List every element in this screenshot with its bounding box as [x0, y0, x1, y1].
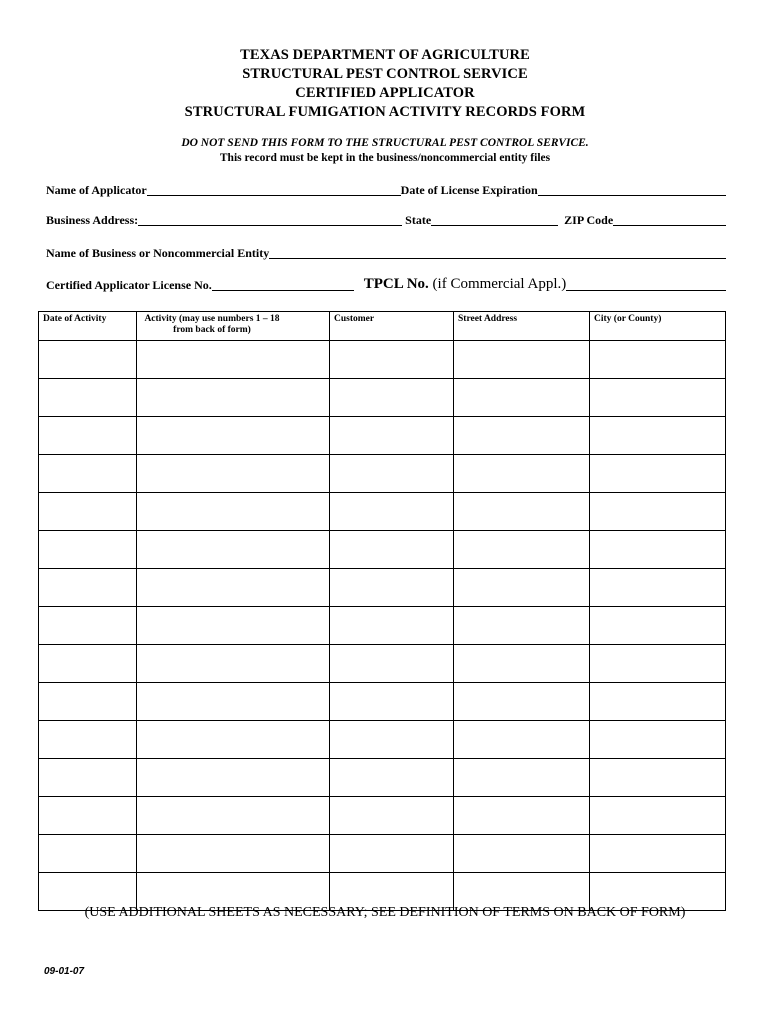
col-street-address: Street Address	[454, 312, 590, 341]
activity-cell[interactable]	[137, 417, 330, 455]
state-field[interactable]	[431, 225, 558, 226]
street-address-cell[interactable]	[454, 835, 590, 873]
date-cell[interactable]	[39, 493, 137, 531]
street-address-cell[interactable]	[454, 531, 590, 569]
license-expiration-field[interactable]	[538, 195, 726, 196]
table-row	[39, 683, 726, 721]
business-address-label: Business Address:	[46, 213, 139, 227]
activity-cell[interactable]	[137, 607, 330, 645]
street-address-cell[interactable]	[454, 341, 590, 379]
business-name-field[interactable]	[269, 258, 726, 259]
form-title: STRUCTURAL FUMIGATION ACTIVITY RECORDS FORM	[184, 104, 586, 120]
activity-cell[interactable]	[137, 493, 330, 531]
date-cell[interactable]	[39, 721, 137, 759]
table-row	[39, 531, 726, 569]
customer-cell[interactable]	[330, 417, 454, 455]
city-cell[interactable]	[590, 455, 726, 493]
date-cell[interactable]	[39, 569, 137, 607]
city-cell[interactable]	[590, 379, 726, 417]
date-cell[interactable]	[39, 645, 137, 683]
business-address-field[interactable]	[138, 225, 402, 226]
activity-cell[interactable]	[137, 341, 330, 379]
activity-cell[interactable]	[137, 455, 330, 493]
street-address-cell[interactable]	[454, 417, 590, 455]
form-header	[0, 46, 770, 122]
customer-cell[interactable]	[330, 569, 454, 607]
table-row	[39, 835, 726, 873]
street-address-cell[interactable]	[454, 379, 590, 417]
customer-cell[interactable]	[330, 379, 454, 417]
date-cell[interactable]	[39, 607, 137, 645]
customer-cell[interactable]	[330, 493, 454, 531]
records-body	[39, 341, 726, 911]
table-row	[39, 417, 726, 455]
city-cell[interactable]	[590, 417, 726, 455]
table-row	[39, 721, 726, 759]
street-address-cell[interactable]	[454, 797, 590, 835]
customer-cell[interactable]	[330, 607, 454, 645]
table-header-row	[39, 312, 726, 341]
additional-sheets-note: (USE ADDITIONAL SHEETS AS NECESSARY; SEE DEFINITION OF TERMS ON BACK OF FORM)	[84, 905, 686, 920]
applicator-row	[46, 183, 726, 198]
street-address-cell[interactable]	[454, 683, 590, 721]
table-row	[39, 379, 726, 417]
business-row	[46, 246, 726, 261]
activity-cell[interactable]	[137, 531, 330, 569]
city-cell[interactable]	[590, 721, 726, 759]
street-address-cell[interactable]	[454, 759, 590, 797]
customer-cell[interactable]	[330, 645, 454, 683]
col-city-county: City (or County)	[590, 312, 726, 341]
service-title: STRUCTURAL PEST CONTROL SERVICE	[242, 66, 528, 82]
customer-cell[interactable]	[330, 797, 454, 835]
city-cell[interactable]	[590, 607, 726, 645]
street-address-cell[interactable]	[454, 493, 590, 531]
street-address-cell[interactable]	[454, 721, 590, 759]
date-cell[interactable]	[39, 759, 137, 797]
street-address-cell[interactable]	[454, 607, 590, 645]
table-row	[39, 569, 726, 607]
date-cell[interactable]	[39, 455, 137, 493]
city-cell[interactable]	[590, 683, 726, 721]
date-cell[interactable]	[39, 797, 137, 835]
date-cell[interactable]	[39, 417, 137, 455]
address-row	[46, 213, 726, 228]
table-row	[39, 493, 726, 531]
table-row	[39, 797, 726, 835]
tpcl-no-field[interactable]	[566, 290, 726, 291]
notice-block	[0, 136, 770, 166]
col-activity: Activity (may use numbers 1 – 18 from back of form)	[137, 312, 330, 341]
agency-title: TEXAS DEPARTMENT OF AGRICULTURE	[240, 47, 530, 63]
city-cell[interactable]	[590, 569, 726, 607]
activity-records-table	[38, 311, 726, 911]
applicator-name-field[interactable]	[147, 195, 401, 196]
table-row	[39, 645, 726, 683]
tpcl-label: TPCL No.	[363, 276, 429, 292]
customer-cell[interactable]	[330, 835, 454, 873]
zip-field[interactable]	[613, 225, 726, 226]
street-address-cell[interactable]	[454, 455, 590, 493]
activity-cell[interactable]	[137, 721, 330, 759]
city-cell[interactable]	[590, 341, 726, 379]
table-row	[39, 455, 726, 493]
date-cell[interactable]	[39, 835, 137, 873]
state-label: State	[405, 213, 432, 227]
license-row	[46, 276, 726, 293]
street-address-cell[interactable]	[454, 645, 590, 683]
tpcl-note: (if Commercial Appl.)	[432, 276, 567, 292]
applicator-name-label: Name of Applicator	[46, 183, 147, 197]
table-row	[39, 607, 726, 645]
date-cell[interactable]	[39, 683, 137, 721]
retention-note: This record must be kept in the business/noncommercial entity files	[219, 152, 551, 164]
zip-label: ZIP Code	[564, 213, 614, 227]
form-revision-code: 09-01-07	[44, 966, 85, 977]
activity-cell[interactable]	[137, 835, 330, 873]
activity-cell[interactable]	[137, 645, 330, 683]
customer-cell[interactable]	[330, 721, 454, 759]
date-cell[interactable]	[39, 531, 137, 569]
city-cell[interactable]	[590, 759, 726, 797]
date-cell[interactable]	[39, 379, 137, 417]
city-cell[interactable]	[590, 797, 726, 835]
city-cell[interactable]	[590, 531, 726, 569]
customer-cell[interactable]	[330, 455, 454, 493]
activity-cell[interactable]	[137, 683, 330, 721]
table-row	[39, 759, 726, 797]
license-expiration-label: Date of License Expiration	[400, 183, 538, 197]
license-no-field[interactable]	[212, 290, 354, 291]
customer-cell[interactable]	[330, 341, 454, 379]
city-cell[interactable]	[590, 645, 726, 683]
customer-cell[interactable]	[330, 683, 454, 721]
applicator-title: CERTIFIED APPLICATOR	[295, 85, 475, 101]
city-cell[interactable]	[590, 835, 726, 873]
activity-cell[interactable]	[137, 797, 330, 835]
do-not-send-warning: DO NOT SEND THIS FORM TO THE STRUCTURAL PEST CONTROL SERVICE.	[181, 137, 589, 149]
customer-cell[interactable]	[330, 531, 454, 569]
activity-cell[interactable]	[137, 569, 330, 607]
activity-cell[interactable]	[137, 759, 330, 797]
customer-cell[interactable]	[330, 759, 454, 797]
col-date-of-activity: Date of Activity	[39, 312, 137, 341]
col-customer: Customer	[330, 312, 454, 341]
city-cell[interactable]	[590, 493, 726, 531]
license-no-label: Certified Applicator License No.	[46, 278, 212, 292]
street-address-cell[interactable]	[454, 569, 590, 607]
business-name-label: Name of Business or Noncommercial Entity	[46, 246, 270, 260]
tpcl-label-group	[364, 276, 566, 293]
table-row	[39, 341, 726, 379]
date-cell[interactable]	[39, 341, 137, 379]
activity-cell[interactable]	[137, 379, 330, 417]
